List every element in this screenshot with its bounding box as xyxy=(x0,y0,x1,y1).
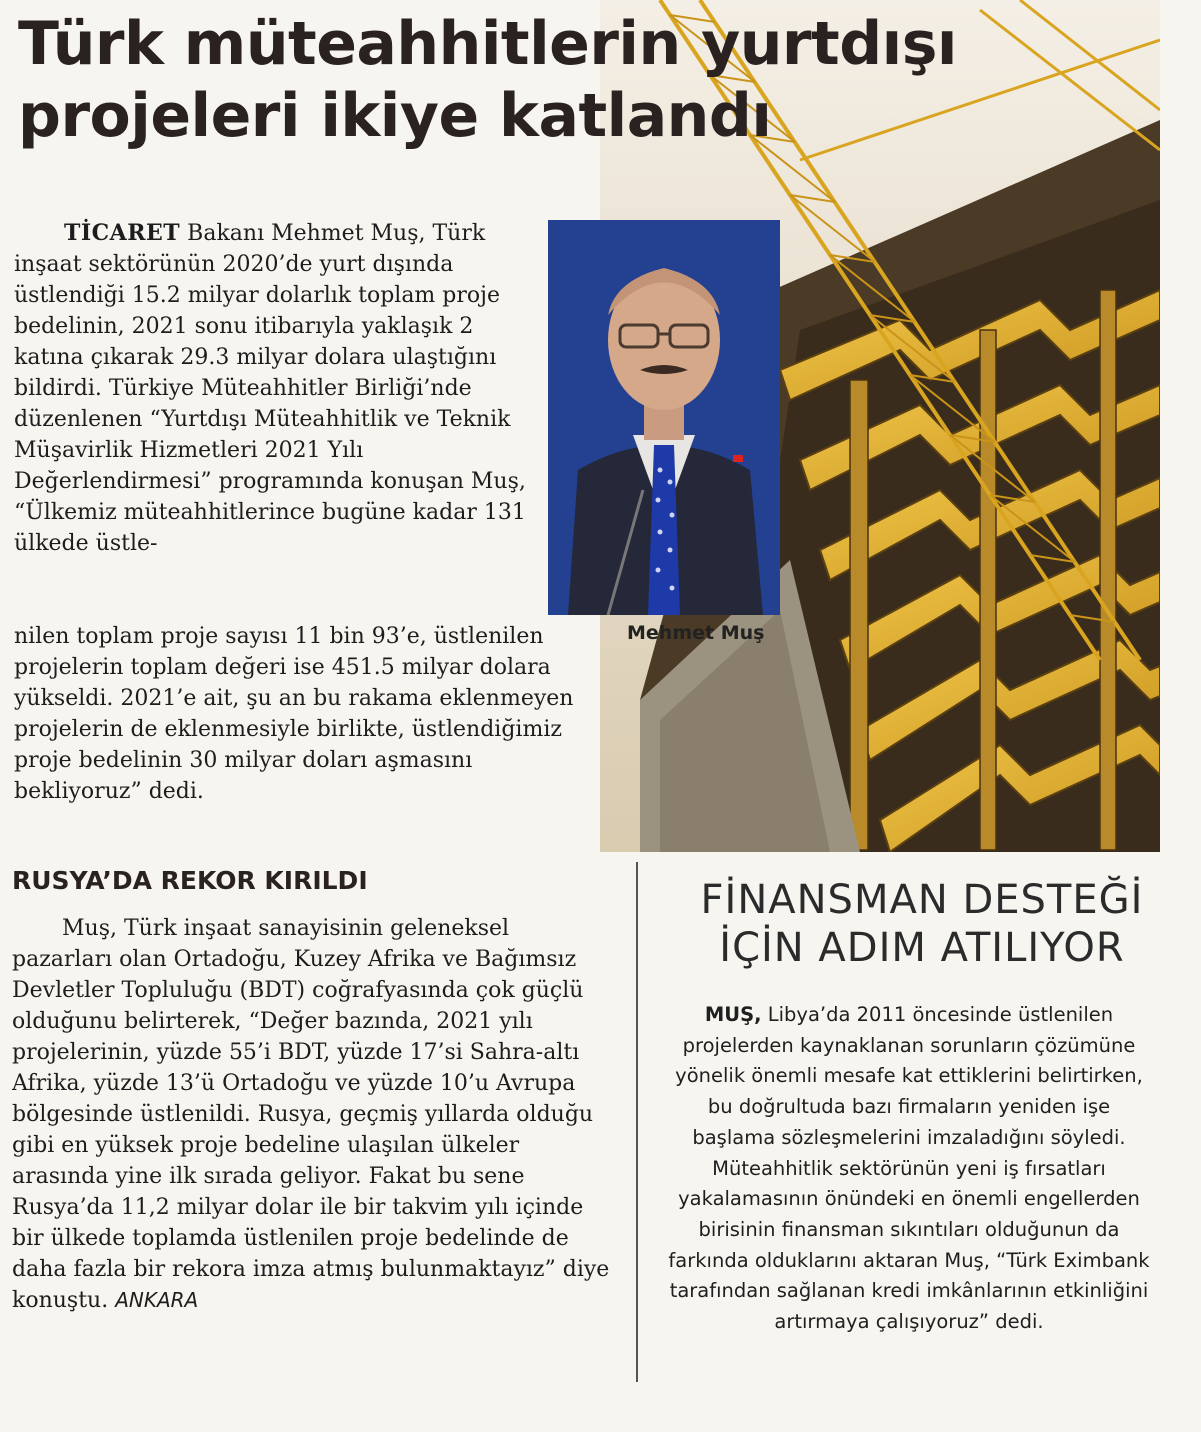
headline: Türk müteahhitlerin yurtdışı projeleri ikiye katlandı xyxy=(18,9,957,151)
sidebar-title-line2: İÇİN ADIM ATILIYOR xyxy=(719,925,1125,971)
section-subhead: RUSYA’DA REKOR KIRILDI xyxy=(12,866,368,895)
sidebar-paragraph xyxy=(664,1000,1154,1338)
sidebar-text: Libya’da 2011 öncesinde üstlenilen projelerden kaynaklanan sorunların çözümüne yönelik önemli mesafe kat ettiklerini belirtirken, bu doğrultuda bazı firmaların yeniden işe başlama sözleşmelerini imzaladığını söyledi. Müteahhitlik sektörünün yeni iş fırsatları yakalamasının önündeki en önemli engellerden birisinin finansman sıkıntıları olduğunun da farkında olduklarını aktaran Muş, “Türk Eximbank tarafından sağlanan kredi imkânlarının etkinliğini artırmaya çalışıyoruz” dedi. xyxy=(668,1003,1150,1334)
sidebar-title-line1: FİNANSMAN DESTEĞİ xyxy=(700,877,1144,923)
lead-text-continued: nilen toplam proje sayısı 11 bin 93’e, üstlenilen projelerin toplam değeri ise 451.5 milyar dolara yükseldi. 2021’e ait, şu an bu rakama eklenmeyen projelerin de eklenmesiyle birlikte, üstlendiğimiz proje bedelinin 30 milyar doları aşmasını bekliyoruz” dedi. xyxy=(14,624,574,804)
sidebar-title xyxy=(662,876,1182,972)
lead-paragraph xyxy=(14,218,544,559)
portrait-photo xyxy=(548,220,780,615)
column-divider xyxy=(636,862,638,1382)
lead-text: Bakanı Mehmet Muş, Türk inşaat sektörünün 2020’de yurt dışında üstlendiği 15.2 milyar dolarlık toplam proje bedelinin, 2021 sonu itibarıyla yaklaşık 2 katına çıkarak 29.3 milyar dolara ulaştığını bildirdi. Türkiye Müteahhitler Birliği’nde düzenlenen “Yurtdışı Müteahhitlik ve Teknik Müşavirlik Hizmetleri 2021 Yılı Değerlendirmesi” programında konuşan Muş, “Ülkemiz müteahhitlerince bugüne kadar 131 ülkede üstle- xyxy=(14,221,526,556)
photo-caption: Mehmet Muş xyxy=(627,622,765,644)
sidebar-lead-word: MUŞ, xyxy=(704,1003,762,1026)
dateline: ANKARA xyxy=(115,1288,199,1312)
lead-paragraph-continued xyxy=(14,621,604,807)
section-text: Muş, Türk inşaat sanayisinin geleneksel pazarları olan Ortadoğu, Kuzey Afrika ve Bağımsız Devletler Topluluğu (BDT) coğrafyasında çok güçlü olduğunu belirterek, “Değer bazında, 2021 yılı projelerinin, yüzde 55’i BDT, yüzde 17’si Sahra-altı Afrika, yüzde 13’ü Ortadoğu ve yüzde 10’u Avrupa bölgesinde üstlenildi. Rusya, geçmiş yıllarda olduğu gibi en yüksek proje bedeline ulaşılan ülkeler arasında yine ilk sırada geliyor. Fakat bu sene Rusya’da 11,2 milyar dolar ile bir takvim yılı içinde bir ülkede toplamda üstlenilen proje bedelinde de daha fazla bir rekora imza atmış bulunmaktayız” diye konuştu. xyxy=(12,916,610,1313)
portrait-illustration xyxy=(548,220,780,615)
section-paragraph xyxy=(12,913,610,1316)
lead-word: TİCARET xyxy=(64,220,181,246)
